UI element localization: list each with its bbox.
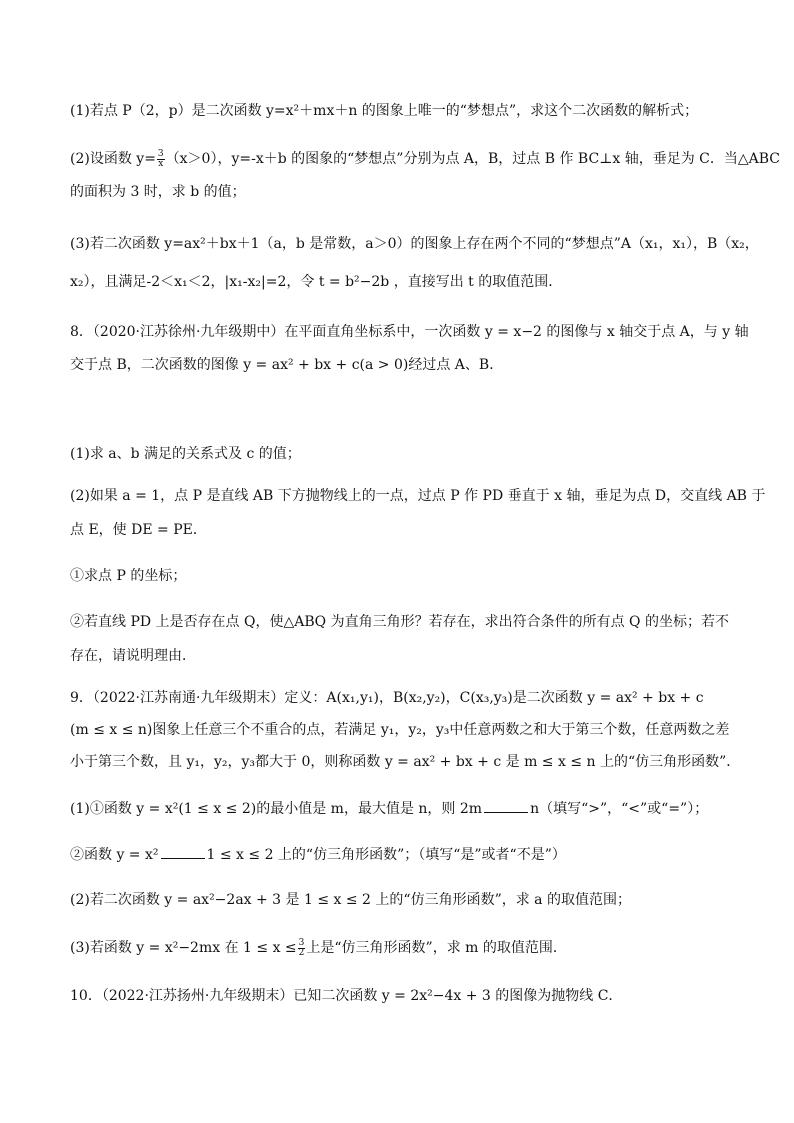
- q8-stem-line2-text: 交于点 B，二次函数的图像 y = ax² + bx + c(a > 0)经过点 A、B．: [70, 357, 504, 373]
- q9-part1-sub1: [70, 798, 708, 819]
- q9-part2: [70, 890, 631, 910]
- q8-part2-sub2-line2: [70, 646, 196, 666]
- q8-part2-line1-text: (2)如果 a = 1，点 P 是直线 AB 下方抛物线上的一点，过点 P 作 PD 垂直于 x 轴，垂足为点 D，交直线 AB 于: [70, 488, 766, 504]
- q7-part2-line2-text: 的面积为 3 时，求 b 的值；: [70, 184, 246, 200]
- q7-part3-line1-text: (3)若二次函数 y=ax²＋bx＋1（a，b 是常数，a＞0）的图象上存在两个不同的“梦想点”A（x₁，x₁），B（x₂，: [70, 236, 759, 252]
- q10-stem-text: 10．（2022·江苏扬州·九年级期末）已知二次函数 y = 2x²−4x + 3 的图像为抛物线 C．: [70, 988, 623, 1004]
- q9-part1-sub2: [70, 844, 566, 865]
- q7-part2-lead: (2)设函数 y=: [70, 151, 156, 167]
- q8-stem-line1: [70, 322, 749, 342]
- q9-part3-lead: (3)若函数 y = x²−2mx 在 1 ≤ x ≤: [70, 940, 297, 956]
- q9-part2-text: (2)若二次函数 y = ax²−2ax + 3 是 1 ≤ x ≤ 2 上的“仿三角形函数”，求 a 的取值范围；: [70, 892, 631, 908]
- q9-part3: [70, 938, 567, 958]
- q7-part3-line1: [70, 234, 759, 254]
- q8-part1-text: (1)求 a、b 满足的关系式及 c 的值；: [70, 446, 301, 462]
- fraction-3-over-2: [298, 939, 306, 958]
- q9-part1-sub1-lead: (1)①函数 y = x²(1 ≤ x ≤ 2)的最小值是 m，最大值是 n，则 2m: [70, 801, 483, 817]
- q9-stem-line2-text: (m ≤ x ≤ n)图象上任意三个不重合的点，若满足 y₁，y₂，y₃中任意两数之和大于第三个数，任意两数之差: [70, 722, 730, 738]
- q7-part1: [70, 101, 698, 121]
- q9-stem-line3-text: 小于第三个数，且 y₁，y₂，y₃都大于 0，则称函数 y = ax² + bx + c 是 m ≤ x ≤ n 上的“仿三角形函数”．: [70, 754, 741, 770]
- q7-part1-text: (1)若点 P（2，p）是二次函数 y=x²＋mx＋n 的图象上唯一的“梦想点”，求这个二次函数的解析式；: [70, 103, 699, 119]
- fraction-numerator: 3: [157, 148, 164, 159]
- fraction-denominator: x: [158, 158, 164, 169]
- q8-part2-line2-text: 点 E，使 DE = PE．: [70, 522, 207, 538]
- q7-part2-line2: [70, 182, 246, 202]
- q7-part2-line1: [70, 149, 780, 169]
- q9-stem-line1: [70, 688, 704, 708]
- q9-part1-sub2-rest: 1 ≤ x ≤ 2 上的“仿三角形函数”；（填写“是”或者“不是”）: [206, 847, 566, 863]
- q9-stem-line3: [70, 752, 740, 772]
- q9-stem-line1-text: 9．（2022·江苏南通·九年级期末）定义：A(x₁,y₁)，B(x₂,y₂)，C(x₃,y₃)是二次函数 y = ax² + bx + c: [70, 690, 704, 706]
- q9-part3-rest: 上是“仿三角形函数”，求 m 的取值范围．: [306, 940, 567, 956]
- q8-stem-line2: [70, 355, 503, 375]
- q10-stem: [70, 986, 622, 1006]
- q7-part2-rest: （x＞0），y=-x＋b 的图象的“梦想点”分别为点 A，B，过点 B 作 BC⊥x 轴，垂足为 C．当△ABC: [165, 151, 781, 167]
- fraction-numerator: 3: [298, 937, 305, 948]
- q8-part2-sub2-line1-text: ②若直线 PD 上是否存在点 Q，使△ABQ 为直角三角形？若存在，求出符合条件的所有点 Q 的坐标；若不: [70, 614, 729, 630]
- q8-part2-sub2-line2-text: 存在，请说明理由．: [70, 648, 196, 664]
- q8-part2-sub1-text: ①求点 P 的坐标；: [70, 568, 187, 584]
- q8-part2-line1: [70, 486, 765, 506]
- answer-blank[interactable]: [161, 844, 205, 859]
- q8-part1: [70, 444, 301, 464]
- q8-part2-line2: [70, 520, 207, 540]
- answer-blank[interactable]: [484, 798, 528, 813]
- q9-stem-line2: [70, 720, 729, 740]
- q8-part2-sub2-line1: [70, 612, 729, 632]
- fraction-3-over-x: [157, 150, 165, 169]
- q8-stem-line1-text: 8．（2020·江苏徐州·九年级期中）在平面直角坐标系中，一次函数 y = x−2 的图像与 x 轴交于点 A，与 y 轴: [70, 324, 749, 340]
- q8-part2-sub1: [70, 566, 186, 586]
- q7-part3-line2: [70, 272, 562, 292]
- q9-part1-sub2-lead: ②函数 y = x²: [70, 847, 159, 863]
- fraction-denominator: 2: [298, 947, 305, 958]
- q9-part1-sub1-rest: n（填写“>”，“<”或“=”）；: [530, 801, 709, 817]
- q7-part3-line2-text: x₂），且满足-2＜x₁＜2，|x₁-x₂|=2，令 t = b²−2b ，直接写出 t 的取值范围．: [70, 274, 563, 290]
